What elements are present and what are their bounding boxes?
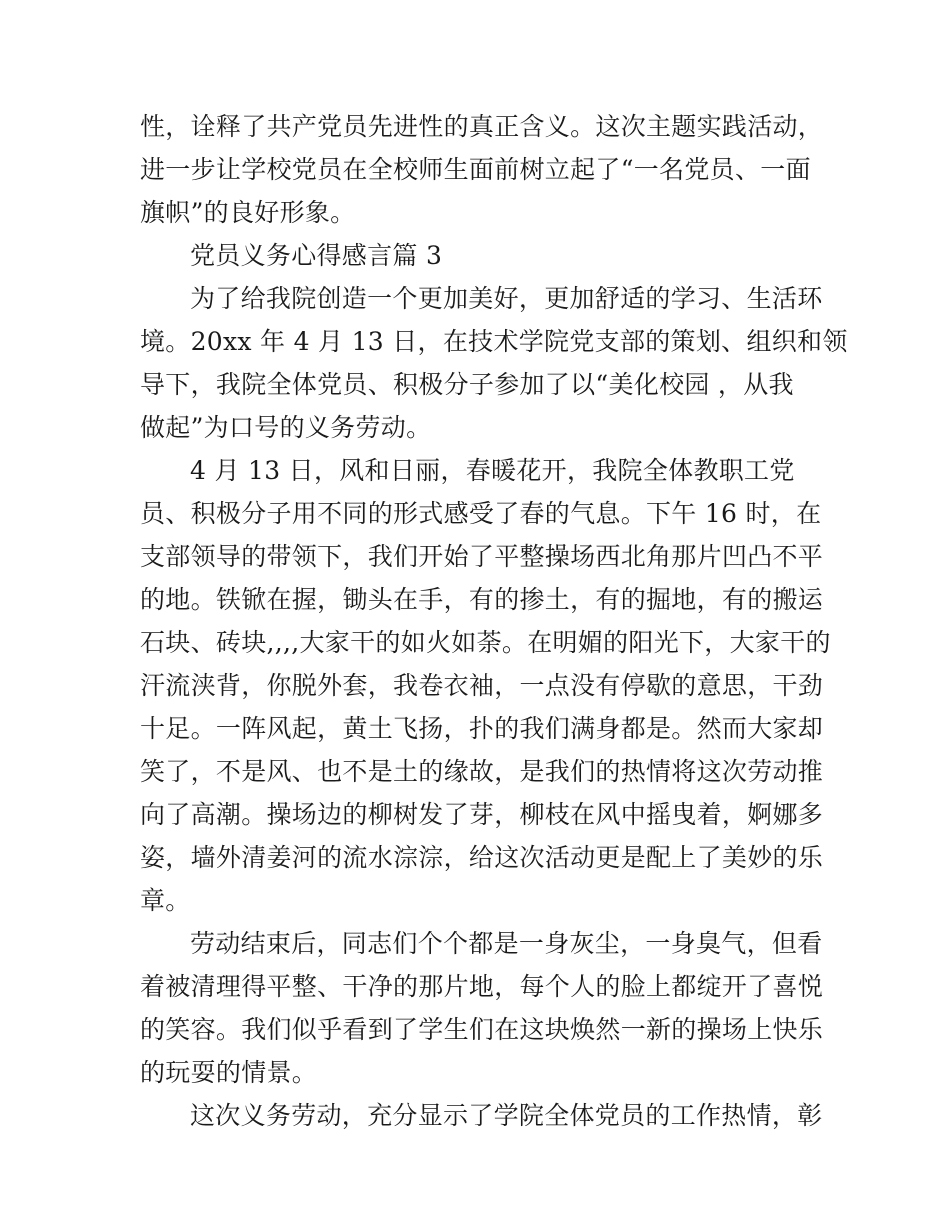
text-line: 的地。铁锨在握，锄头在手，有的掺土，有的掘地，有的搬运 — [140, 585, 824, 614]
text-line: 的笑容。我们似乎看到了学生们在这块焕然一新的操场上快乐 — [140, 1015, 824, 1044]
text-line: 性，诠释了共产党员先进性的真正含义。这次主题实践活动， — [140, 112, 824, 141]
text-line: 导下，我院全体党员、积极分子参加了以“美化校园 ，从我 — [140, 370, 794, 399]
text-line: 做起”为口号的义务劳动。 — [140, 413, 432, 442]
text-line: 员、积极分子用不同的形式感受了春的气息。下午 16 时，在 — [140, 499, 822, 528]
text-line: 汗流浃背，你脱外套，我卷衣袖，一点没有停歇的意思，干劲 — [140, 671, 824, 700]
text-line: 为了给我院创造一个更加美好，更加舒适的学习、生活环 — [190, 284, 823, 313]
text-line: 进一步让学校党员在全校师生面前树立起了“一名党员、一面 — [140, 155, 811, 184]
text-line: 旗帜”的良好形象。 — [140, 198, 356, 227]
section-heading: 党员义务心得感言篇 3 — [190, 241, 443, 270]
text-line: 十足。一阵风起，黄土飞扬，扑的我们满身都是。然而大家却 — [140, 714, 824, 743]
text-line: 姿，墙外清姜河的流水淙淙，给这次活动更是配上了美妙的乐 — [140, 843, 824, 872]
text-line: 劳动结束后，同志们个个都是一身灰尘，一身臭气，但看 — [190, 929, 823, 958]
text-line: 的玩耍的情景。 — [140, 1058, 318, 1087]
text-line: 笑了，不是风、也不是土的缘故，是我们的热情将这次劳动推 — [140, 757, 824, 786]
text-line: 4 月 13 日，风和日丽，春暖花开，我院全体教职工党 — [190, 456, 795, 485]
text-line: 着被清理得平整、干净的那片地，每个人的脸上都绽开了喜悦 — [140, 972, 824, 1001]
text-line: 章。 — [140, 886, 191, 915]
text-line: 支部领导的带领下，我们开始了平整操场西北角那片凹凸不平 — [140, 542, 824, 571]
text-line: 石块、砖块,,,,大家干的如火如荼。在明媚的阳光下，大家干的 — [140, 628, 831, 657]
text-line: 这次义务劳动，充分显示了学院全体党员的工作热情，彰 — [190, 1101, 823, 1130]
text-line: 向了高潮。操场边的柳树发了芽，柳枝在风中摇曳着，婀娜多 — [140, 800, 824, 829]
text-line: 境。20xx 年 4 月 13 日，在技术学院党支部的策划、组织和领 — [140, 327, 848, 356]
